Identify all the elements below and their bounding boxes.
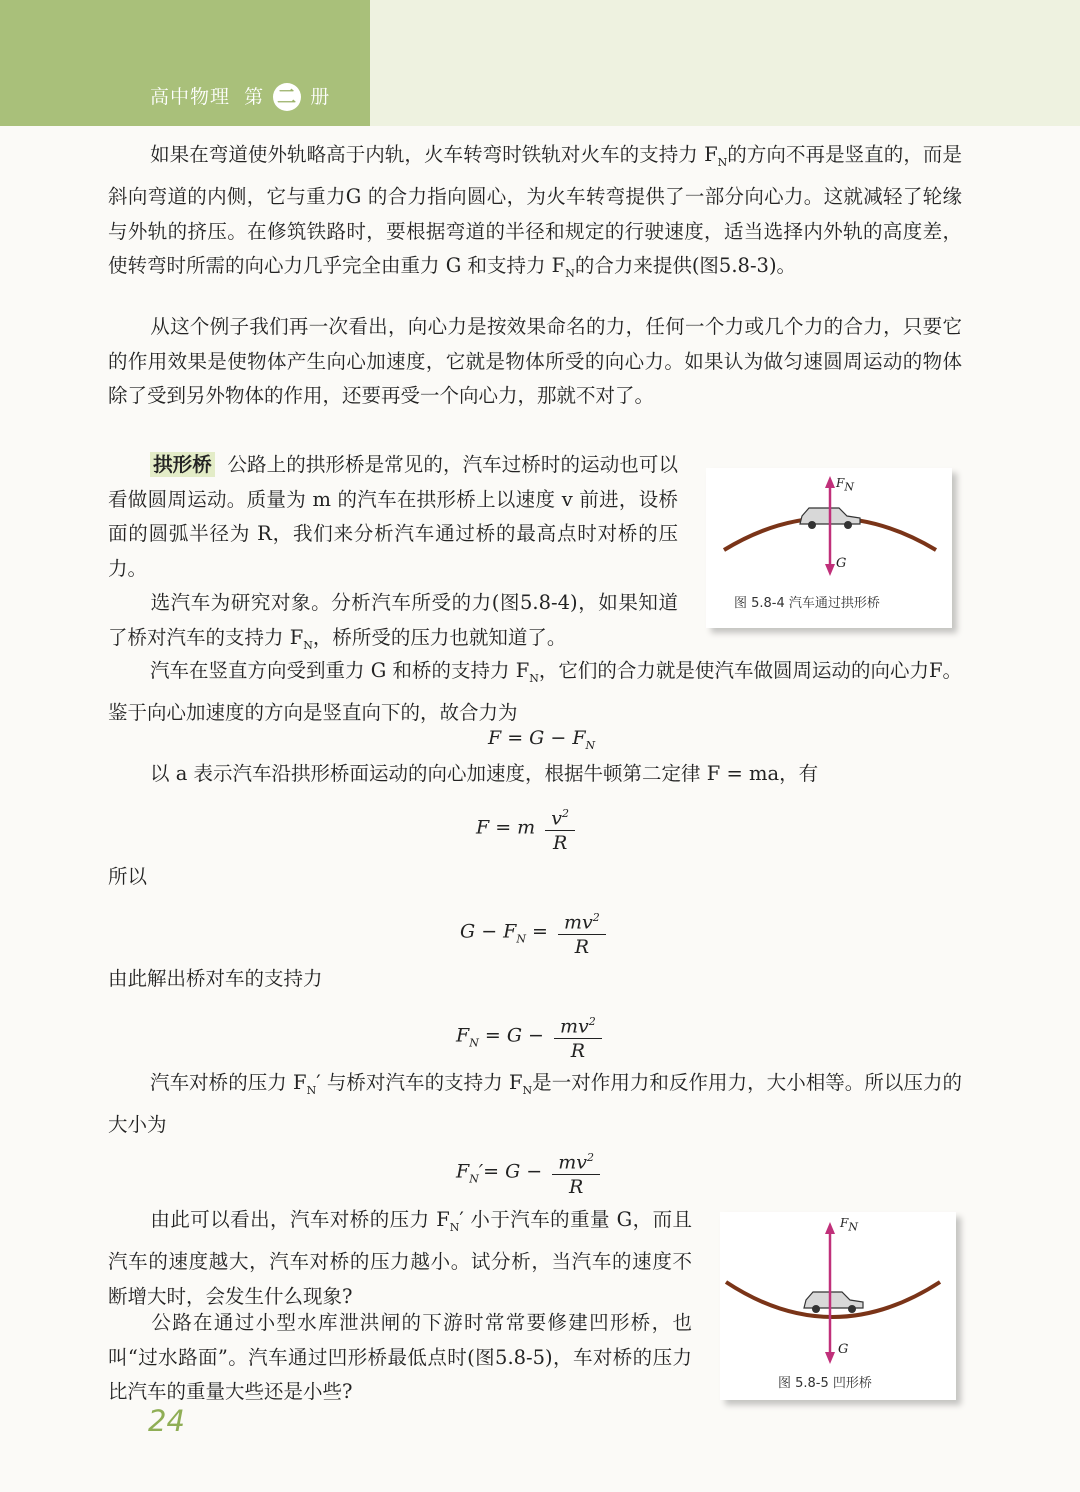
paragraph-therefore: 所以 xyxy=(108,865,148,888)
book-title xyxy=(150,82,330,111)
paragraph-superelevation: 如果在弯道使外轨略高于内轨，火车转弯时铁轨对火车的支持力 $F_N$的方向不再是竖直的，而是斜向弯道的内侧，它与重力G 的合力指向圆心，为火车转弯提供了一部分向心力。这就减轻了轮缘与外轨的挤压。在修筑铁路时，要根据弯道的半径和规定的行驶速度，适当选择内外轨的高度差，使转弯时所需的向心力几乎完全由重力 G 和支持力 $F_N$的合力来提供(图5.8-3)。 xyxy=(108,143,962,281)
fn-label: $F_N$ xyxy=(840,1216,858,1234)
formula-centripetal: F = m $\frac{v^2}{R}$ xyxy=(476,802,579,855)
paragraph-conclusion: 由此可以看出，汽车对桥的压力 $F_N'$ 小于汽车的重量 G，而且汽车的速度越大，汽车对桥的压力越小。试分析，当汽车的速度不断增大时，会发生什么现象? xyxy=(108,1208,693,1308)
volume-prefix: 第 xyxy=(244,86,265,108)
formula-net-force: $F = G - F_N$ xyxy=(488,727,596,752)
paragraph-centripetal-force: 从这个例子我们再一次看出，向心力是按效果命名的力，任何一个力或几个力的合力，只要它的作用效果是使物体产生向心加速度，它就是物体所受的向心力。如果认为做匀速圆周运动的物体除了受到另外物体的作用，还要再受一个向心力，那就不对了。 xyxy=(108,315,962,407)
figure-arch-bridge xyxy=(706,468,952,628)
paragraph-reaction: 汽车对桥的压力 $F_N'$ 与桥对汽车的支持力 $F_N$是一对作用力和反作用力，大小相等。所以压力的大小为 xyxy=(108,1071,963,1137)
page-number: 24 xyxy=(148,1404,185,1438)
g-label: G xyxy=(836,556,847,571)
paragraph-analysis: 选汽车为研究对象。分析汽车所受的力(图5.8-4)，如果知道了桥对汽车的支持力 $F_N$，桥所受的压力也就知道了。 xyxy=(108,591,678,652)
formula-pressure: $F_N'= G$ − $\frac{mv^2}{R}$ xyxy=(456,1146,604,1199)
figure-caption: 图 5.8-4 汽车通过拱形桥 xyxy=(734,596,880,611)
volume-number-badge: 二 xyxy=(273,83,301,111)
paragraph-newton: 以 a 表示汽车沿拱形桥面运动的向心加速度，根据牛顿第二定律 F = ma，有 xyxy=(150,762,819,785)
paragraph-arch-bridge: 拱形桥 公路上的拱形桥是常见的，汽车过桥时的运动也可以看做圆周运动。质量为 m 的汽车在拱形桥上以速度 v 前进，设桥面的圆弧半径为 R，我们来分析汽车通过桥的最高点时对桥的压力。 xyxy=(108,453,678,580)
fn-label: $F_N$ xyxy=(836,476,854,494)
volume-suffix: 册 xyxy=(310,86,331,108)
car-icon xyxy=(804,1292,863,1313)
book-name: 高中物理 xyxy=(150,86,231,108)
paragraph-forces: 汽车在竖直方向受到重力 G 和桥的支持力 $F_N$，它们的合力就是使汽车做圆周运动的向心力F。鉴于向心加速度的方向是竖直向下的，故合力为 xyxy=(108,659,963,725)
formula-difference: $G - F_N$ = $\frac{mv^2}{R}$ xyxy=(460,906,610,959)
paragraph-concave-bridge: 公路在通过小型水库泄洪闸的下游时常常要修建凹形桥，也叫“过水路面”。汽车通过凹形桥最低点时(图5.8-5)，车对桥的压力比汽车的重量大些还是小些? xyxy=(108,1311,692,1403)
g-label: G xyxy=(838,1342,849,1357)
figure-caption: 图 5.8-5 凹形桥 xyxy=(778,1376,872,1391)
paragraph-solve: 由此解出桥对车的支持力 xyxy=(108,967,323,990)
figure-concave-bridge xyxy=(720,1212,956,1400)
header-band xyxy=(370,0,1080,126)
section-tag: 拱形桥 xyxy=(150,452,215,477)
formula-support-force: $F_N = G$ − $\frac{mv^2}{R}$ xyxy=(456,1010,606,1063)
